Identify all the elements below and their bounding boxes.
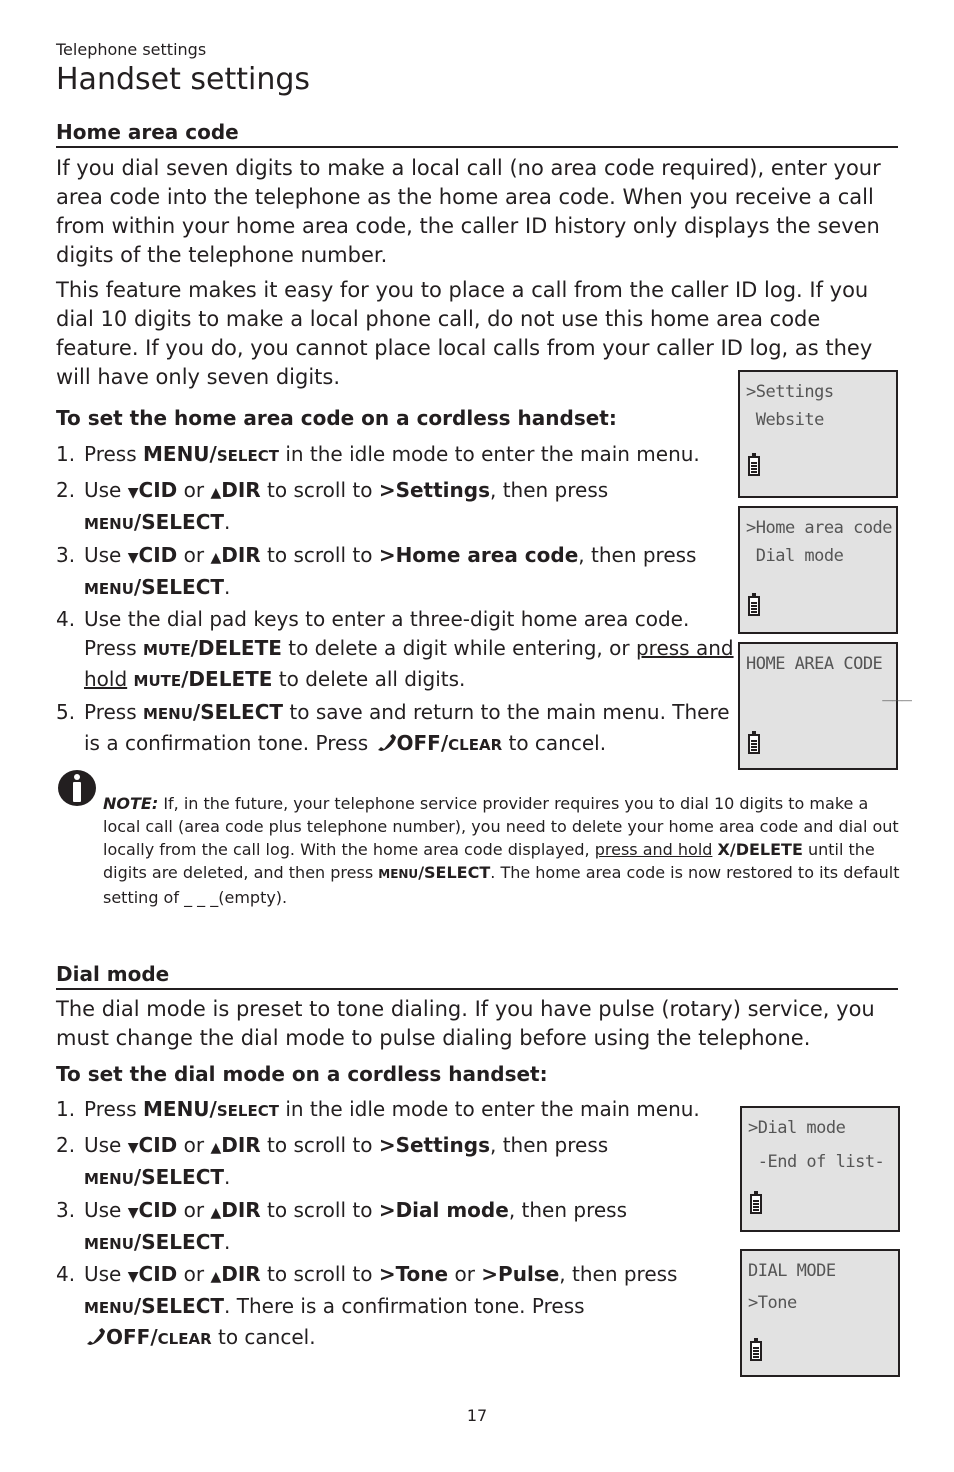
down-triangle-icon: ▼ [127, 550, 139, 566]
note-label: NOTE: [103, 794, 159, 813]
key-label: DIR [221, 1133, 261, 1157]
step-text: Use [84, 1198, 128, 1222]
key-label: /SELECT [192, 700, 284, 724]
key-label: MENU [143, 705, 193, 723]
handset-screen [738, 642, 912, 770]
underlined-text: press and hold [594, 840, 713, 859]
note-text: until the digits are deleted, and then press [103, 840, 875, 882]
screen-line: ___ [746, 682, 912, 702]
key-label: /SELECT [133, 1294, 225, 1318]
step-text: . There is a confirmation tone. Press [224, 1294, 585, 1318]
down-triangle-icon: ▼ [127, 1269, 139, 1285]
key-label: /SELECT [418, 863, 491, 882]
step-text: to delete a digit while entering, or [281, 636, 636, 660]
step-text: Press [84, 1097, 143, 1121]
subheading: To set the dial mode on a cordless handset: [56, 1062, 548, 1086]
list-item [56, 605, 736, 696]
page-number: 17 [466, 1406, 488, 1425]
step-number: 4. [56, 607, 76, 631]
step-text: , then press [508, 1198, 628, 1222]
step-text: or [177, 543, 211, 567]
step-text: to save and return to the main menu. There is a confirmation tone. Press [84, 700, 730, 755]
list-item [56, 698, 746, 760]
key-label: MENU/ [143, 442, 217, 466]
up-triangle-icon: ▲ [210, 1140, 222, 1156]
list-item [56, 440, 736, 471]
key-label: /DELETE [190, 636, 282, 660]
step-text: to delete all digits. [272, 667, 466, 691]
step-text: Use [84, 1133, 128, 1157]
battery-icon [748, 456, 760, 476]
list-item [56, 541, 736, 604]
note-text: If, in the future, your telephone service provider requires you to dial 10 digits to make a local call (area code plus telephone number), you need to delete your home area code and dial out locally from the call log. With the home area code displayed, [103, 794, 899, 859]
step-number: 2. [56, 1133, 76, 1157]
step-text: Press [84, 442, 143, 466]
battery-icon [748, 596, 760, 616]
screen-line: >Home area code [746, 518, 893, 538]
paragraph: If you dial seven digits to make a local call (no area code required), enter your area code into the telephone as the home area code. When you receive a call from within your home area code, the caller ID history only displays the seven digits of the telephone number. [56, 156, 881, 267]
step-number: 5. [56, 700, 76, 724]
key-label: CID [138, 478, 178, 502]
up-triangle-icon: ▲ [210, 485, 222, 501]
key-label: /SELECT [133, 1230, 225, 1254]
key-label: DIR [221, 1262, 261, 1286]
step-text: to scroll to [260, 478, 379, 502]
battery-icon [750, 1194, 762, 1214]
step-text: . [224, 1165, 231, 1189]
step-text: to scroll to [260, 1198, 379, 1222]
paragraph: The dial mode is preset to tone dialing. If you have pulse (rotary) service, you must change the dial mode to pulse dialing before using the telephone. [56, 997, 875, 1050]
key-label: OFF/ [396, 731, 449, 755]
menu-option: >Settings [378, 478, 490, 502]
step-text: to scroll to [260, 1262, 379, 1286]
list-item [56, 1131, 736, 1194]
step-text: Press [84, 700, 143, 724]
screen-line: HOME AREA CODE [746, 654, 883, 674]
step-text: to cancel. [211, 1325, 316, 1349]
info-icon [56, 768, 98, 808]
step-text: or [177, 1133, 211, 1157]
key-label: CID [138, 1198, 178, 1222]
key-label: MUTE [143, 641, 191, 659]
screen-line: Dial mode [746, 546, 844, 566]
key-label: CID [138, 1133, 178, 1157]
step-text: . [224, 510, 231, 534]
menu-option: >Tone [378, 1262, 449, 1286]
step-text: in the idle mode to enter the main menu. [278, 1097, 700, 1121]
key-label: CLEAR [448, 736, 503, 754]
battery-icon [750, 1341, 762, 1361]
key-label: MENU [84, 1170, 134, 1188]
paragraph: This feature makes it easy for you to place a call from the caller ID log. If you dial 10 digits to make a local phone call, do not use this home area code feature. If you do, you cannot place local calls from your caller ID log, as they will have only seven digits. [56, 278, 873, 389]
subheading: To set the home area code on a cordless handset: [56, 406, 617, 430]
key-label: /SELECT [133, 1165, 225, 1189]
key-label: MENU [84, 1299, 134, 1317]
key-label: MUTE [133, 672, 182, 690]
key-label: /DELETE [181, 667, 273, 691]
note-text: . The home area code is now restored to its default setting of _ _ _(empty). [103, 863, 900, 907]
up-triangle-icon: ▲ [210, 1269, 222, 1285]
step-number: 3. [56, 1198, 76, 1222]
step-text: Use [84, 543, 128, 567]
section-heading-dial-mode: Dial mode [56, 962, 898, 990]
up-triangle-icon: ▲ [210, 1205, 222, 1221]
handset-screen [740, 1106, 900, 1232]
key-label: MENU [84, 580, 134, 598]
menu-option: >Settings [378, 1133, 490, 1157]
step-text: or [177, 1262, 211, 1286]
key-label: DIR [221, 543, 261, 567]
step-text: , then press [578, 543, 697, 567]
up-triangle-icon: ▲ [210, 550, 222, 566]
handset-screen [738, 506, 898, 634]
menu-option: >Home area code [378, 543, 579, 567]
step-text: or [177, 478, 211, 502]
step-text: to scroll to [260, 543, 379, 567]
handset-off-icon [375, 731, 397, 749]
key-label: CID [138, 1262, 178, 1286]
step-text: . [224, 575, 231, 599]
key-label: /SELECT [133, 510, 225, 534]
key-label: MENU/ [143, 1097, 217, 1121]
down-triangle-icon: ▼ [127, 1140, 139, 1156]
down-triangle-icon: ▼ [127, 485, 139, 501]
screen-line: >Settings [746, 382, 834, 402]
menu-option: >Dial mode [378, 1198, 509, 1222]
step-text: Use the dial pad keys to enter a three-digit home area code. Press [84, 607, 690, 660]
step-text: . [224, 1230, 231, 1254]
key-label: SELECT [216, 1102, 279, 1120]
menu-option: >Pulse [481, 1262, 560, 1286]
battery-icon [748, 734, 760, 754]
list-item [56, 1260, 736, 1354]
handset-off-icon [84, 1325, 106, 1343]
screen-line: >Dial mode [748, 1118, 846, 1138]
key-label: MENU [84, 515, 134, 533]
key-label: /SELECT [133, 575, 225, 599]
list-item [56, 1196, 736, 1259]
step-text: to scroll to [260, 1133, 379, 1157]
step-text: or [177, 1198, 211, 1222]
key-label: SELECT [216, 447, 279, 465]
breadcrumb: Telephone settings [56, 40, 207, 59]
step-number: 4. [56, 1262, 76, 1286]
step-text: in the idle mode to enter the main menu. [278, 442, 700, 466]
key-label: X/DELETE [717, 840, 803, 859]
key-label: MENU [84, 1235, 134, 1253]
list-item [56, 1095, 736, 1126]
step-number: 3. [56, 543, 76, 567]
key-label: DIR [221, 1198, 261, 1222]
screen-line: >Tone [748, 1293, 797, 1313]
section-heading-home-area-code: Home area code [56, 120, 898, 148]
step-number: 1. [56, 1097, 76, 1121]
step-text: Use [84, 478, 128, 502]
step-number: 2. [56, 478, 76, 502]
page-title: Handset settings [56, 62, 311, 97]
key-label: DIR [221, 478, 261, 502]
step-text: , then press [489, 478, 609, 502]
key-label: CID [138, 543, 178, 567]
list-item [56, 476, 736, 539]
key-label: CLEAR [157, 1330, 212, 1348]
handset-screen [740, 1249, 900, 1377]
down-triangle-icon: ▼ [127, 1205, 139, 1221]
key-label: MENU [378, 867, 419, 881]
screen-line: -End of list- [748, 1152, 885, 1172]
underlined-text: press and hold [84, 636, 734, 691]
handset-screen [738, 370, 898, 498]
step-text: or [448, 1262, 482, 1286]
step-text: to cancel. [502, 731, 607, 755]
note [103, 792, 903, 909]
key-label: OFF/ [106, 1325, 158, 1349]
screen-line: Website [746, 410, 824, 430]
step-text: , then press [559, 1262, 678, 1286]
step-text: , then press [489, 1133, 609, 1157]
step-number: 1. [56, 442, 76, 466]
screen-line: DIAL MODE [748, 1261, 836, 1281]
step-text: Use [84, 1262, 128, 1286]
